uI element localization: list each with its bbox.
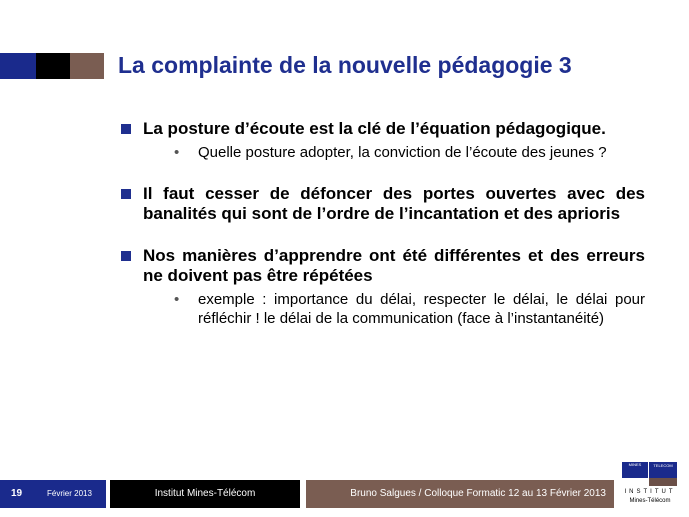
logo-line1: INSTITUT	[624, 489, 676, 495]
slide-title: La complainte de la nouvelle pédagogie 3	[118, 52, 572, 78]
bullet-3	[120, 246, 645, 328]
sub-bullet	[143, 143, 645, 162]
square-bullet-icon	[121, 189, 131, 199]
logo-telecom: TELECOM	[649, 462, 677, 478]
logo-mines: MINES	[622, 462, 648, 478]
sub-bullet	[143, 290, 645, 328]
footer-author-box	[306, 480, 614, 508]
bullet-text: Nos manières d’apprendre ont été différentes et des erreurs ne doivent pas être répétées	[143, 246, 645, 285]
sub-bullet-text: Quelle posture adopter, la conviction de l’écoute des jeunes ?	[198, 144, 607, 161]
logo-mini-block	[649, 478, 677, 486]
footer-page-box	[0, 480, 106, 508]
page-number: 19	[11, 488, 23, 499]
square-bullet-icon	[121, 124, 131, 134]
header-bar-blue	[0, 53, 36, 79]
slide-content	[120, 119, 645, 350]
footer-institution-box	[110, 480, 300, 508]
institut-logo-icon	[622, 462, 678, 510]
logo-line2: Mines-Télécom	[629, 498, 671, 504]
header-bar-black	[36, 53, 70, 79]
bullet-text: La posture d’écoute est la clé de l’équation pédagogique.	[143, 119, 606, 138]
header-bar-brown	[70, 53, 104, 79]
bullet-text: Il faut cesser de défoncer des portes ouvertes avec des banalités qui sont de l’ordre de l’incantation et des aprioris	[143, 184, 645, 223]
footer-author: Bruno Salgues / Colloque Formatic 12 au 13 Février 2013	[350, 488, 606, 499]
footer-date: Février 2013	[47, 489, 92, 498]
bullet-1	[120, 119, 645, 162]
dot-bullet-icon: •	[174, 291, 180, 308]
dot-bullet-icon: •	[174, 144, 180, 161]
square-bullet-icon	[121, 251, 131, 261]
footer-institution: Institut Mines-Télécom	[154, 488, 256, 499]
bullet-2	[120, 184, 645, 224]
sub-bullet-text: exemple : importance du délai, respecter le délai, le délai pour réfléchir ! le délai de la communication (face à l’instantanéité)	[198, 291, 645, 327]
